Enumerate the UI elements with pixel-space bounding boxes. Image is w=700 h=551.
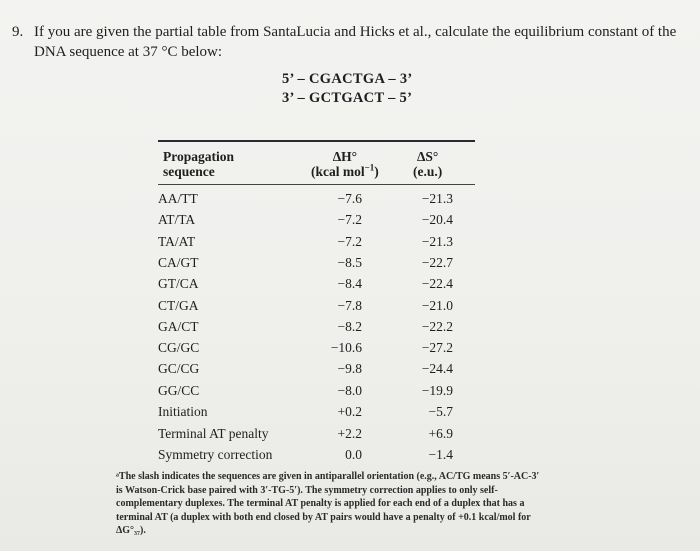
cell-delta-s: −5.7 [428, 404, 453, 419]
cell-delta-h: −8.5 [337, 255, 362, 270]
cell-delta-s: −24.4 [421, 361, 453, 376]
header-ds-units: (e.u.) [413, 164, 443, 179]
cell-sequence: AA/TT [158, 191, 198, 206]
cell-delta-h: −8.4 [337, 276, 362, 291]
cell-delta-s: −27.2 [421, 340, 453, 355]
header-seq-line1: Propagation [163, 149, 235, 164]
cell-delta-h: 0.0 [345, 447, 362, 462]
cell-delta-s: −22.7 [421, 255, 453, 270]
table-row [0, 276, 700, 297]
cell-delta-s: −21.3 [421, 191, 453, 206]
question-number: 9. [12, 24, 24, 40]
cell-sequence: Initiation [158, 404, 208, 419]
cell-delta-h: −7.2 [337, 234, 362, 249]
table-footnote: ᵃThe slash indicates the sequences are given in antiparallel orientation (e.g., AC/TG means 5′-AC-3′ is Watson-Crick base paired with 3′-TG-5′). The symmetry correction applies to only self-complementary duplexes. The terminal AT penalty is applied for each end of a duplex that has a terminal AT (a duplex with both end closed by AT pairs would have a penalty of +0.1 kcal/mol for ΔG°₃₇). [116, 471, 540, 536]
cell-sequence: CA/GT [158, 255, 199, 270]
cell-sequence: GA/CT [158, 319, 199, 334]
cell-sequence: GC/CG [158, 361, 200, 376]
table-header-rule [158, 184, 475, 185]
cell-delta-s: +6.9 [428, 426, 453, 441]
table-row [0, 426, 700, 447]
cell-delta-h: −7.6 [337, 191, 362, 206]
table-top-rule [158, 140, 475, 142]
cell-delta-h: +2.2 [337, 426, 362, 441]
table-row [0, 340, 700, 361]
cell-delta-h: −10.6 [330, 340, 362, 355]
table-row [0, 212, 700, 233]
cell-delta-h: −7.2 [337, 212, 362, 227]
cell-delta-h: −8.2 [337, 319, 362, 334]
cell-sequence: AT/TA [158, 212, 196, 227]
header-dh-unit-exponent: −1 [364, 162, 375, 173]
header-ds-symbol: ΔS° [416, 149, 439, 164]
cell-sequence: CG/GC [158, 340, 200, 355]
cell-sequence: GG/CC [158, 383, 200, 398]
cell-delta-h: +0.2 [337, 404, 362, 419]
header-delta-s [413, 149, 442, 179]
sequence-top-strand: 5’ – CGACTGA – 3’ [282, 71, 413, 87]
cell-sequence: Terminal AT penalty [158, 426, 269, 441]
cell-delta-s: −22.2 [421, 319, 453, 334]
cell-sequence: CT/GA [158, 298, 199, 313]
header-delta-h [311, 149, 379, 179]
table-row [0, 298, 700, 319]
cell-delta-s: −21.0 [421, 298, 453, 313]
cell-sequence: TA/AT [158, 234, 196, 249]
table-row [0, 383, 700, 404]
cell-delta-s: −1.4 [428, 447, 453, 462]
header-dh-unit-text: (kcal mol [311, 164, 365, 179]
table-row [0, 361, 700, 382]
cell-sequence: Symmetry correction [158, 447, 273, 462]
table-row [0, 255, 700, 276]
table-row [0, 319, 700, 340]
table-row [0, 234, 700, 255]
cell-delta-s: −20.4 [421, 212, 453, 227]
cell-delta-s: −21.3 [421, 234, 453, 249]
cell-delta-h: −9.8 [337, 361, 362, 376]
cell-delta-s: −19.9 [421, 383, 453, 398]
header-dh-unit-close: ) [374, 164, 379, 179]
header-propagation-sequence [163, 149, 234, 179]
sequence-bottom-strand: 3’ – GCTGACT – 5’ [282, 90, 413, 106]
cell-delta-h: −7.8 [337, 298, 362, 313]
dna-sequence [282, 70, 413, 108]
cell-delta-h: −8.0 [337, 383, 362, 398]
table-row [0, 447, 700, 468]
table-row [0, 191, 700, 212]
cell-delta-s: −22.4 [421, 276, 453, 291]
question-text: If you are given the partial table from SantaLucia and Hicks et al., calculate the equilibrium constant of the DNA sequence at 37 °C below: [34, 24, 677, 60]
table-row [0, 404, 700, 425]
header-seq-line2: sequence [163, 164, 215, 179]
cell-sequence: GT/CA [158, 276, 199, 291]
header-dh-units [311, 164, 379, 179]
header-dh-symbol: ΔH° [332, 149, 358, 164]
